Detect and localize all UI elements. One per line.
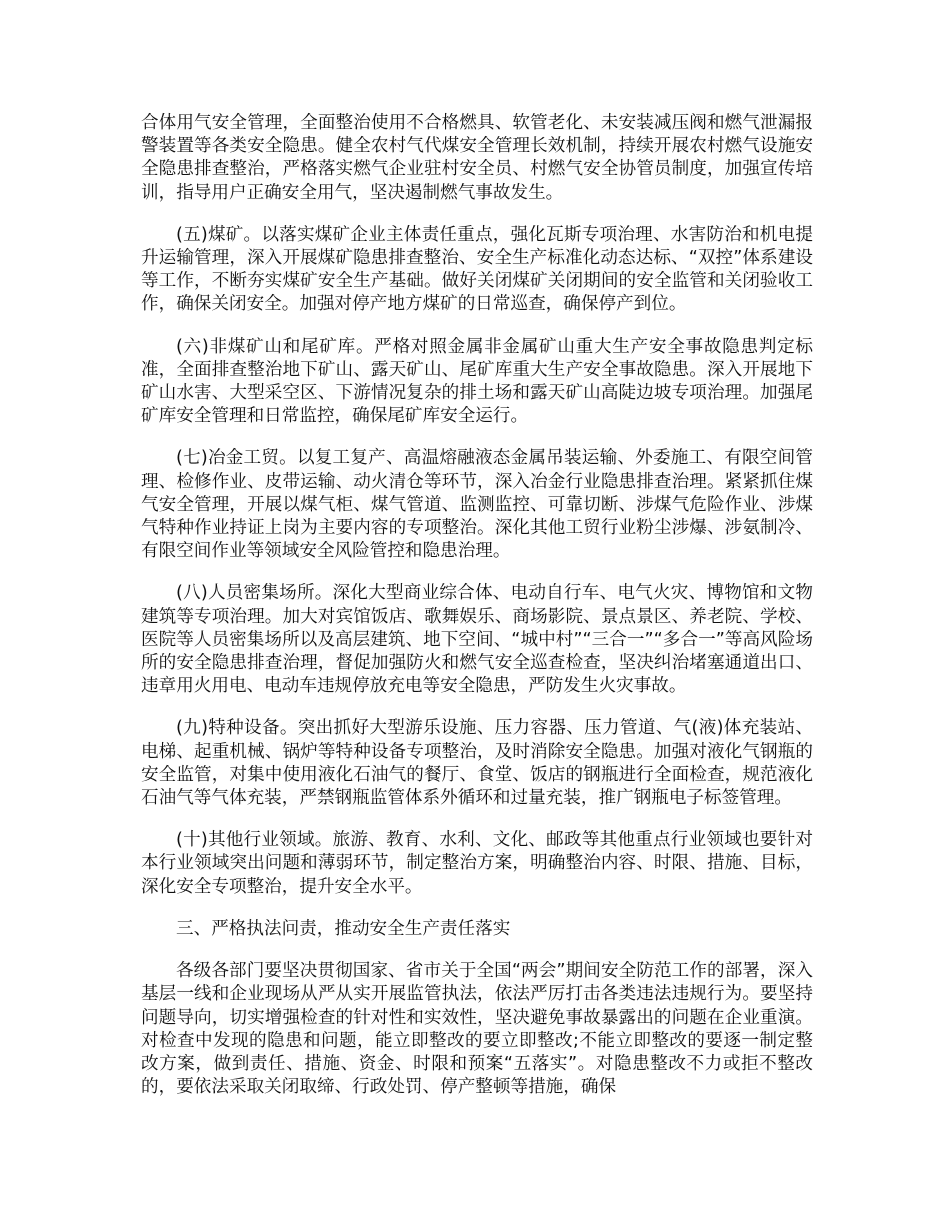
- paragraph-coal-mine: (五)煤矿。以落实煤矿企业主体责任重点，强化瓦斯专项治理、水害防治和机电提升运输管理，深入开展煤矿隐患排查整治、安全生产标准化动态达标、“双控”体系建设等工作，不断夯实煤矿安全生产基础。做好关闭煤矿关闭期间的安全监管和关闭验收工作，确保关闭安全。加强对停产地方煤矿的日常巡查，确保停产到位。: [141, 224, 813, 315]
- paragraph-special-equipment: (九)特种设备。突出抓好大型游乐设施、压力容器、压力管道、气(液)体充装站、电梯、起重机械、锅炉等特种设备专项整治，及时消除安全隐患。加强对液化气钢瓶的安全监管，对集中使用液化石油气的餐厅、食堂、饭店的钢瓶进行全面检查，规范液化石油气等气体充装，严禁钢瓶监管体系外循环和过量充装，推广钢瓶电子标签管理。: [141, 718, 813, 809]
- section-heading: 三、严格执法问责，推动安全生产责任落实: [176, 918, 511, 939]
- paragraph-non-coal-mine: (六)非煤矿山和尾矿库。严格对照金属非金属矿山重大生产安全事故隐患判定标准，全面排查整治地下矿山、露天矿山、尾矿库重大生产安全事故隐患。深入开展地下矿山水害、大型采空区、下游情况复杂的排土场和露天矿山高陡边坡专项治理。加强尾矿库安全管理和日常监控，确保尾矿库安全运行。: [141, 336, 813, 427]
- paragraph-enforcement: 各级各部门要坚决贯彻国家、省市关于全国“两会”期间安全防范工作的部署，深入基层一线和企业现场从严从实开展监管执法，依法严厉打击各类违法违规行为。要坚持问题导向，切实增强检查的针对性和实效性，坚决避免事故暴露出的问题在企业重演。对检查中发现的隐患和问题，能立即整改的要立即整改;不能立即整改的要逐一制定整改方案，做到责任、措施、资金、时限和预案“五落实”。对隐患整改不力或拒不整改的，要依法采取关闭取缔、行政处罚、停产整顿等措施，确保: [141, 961, 813, 1098]
- paragraph-gas-safety: 合体用气安全管理，全面整治使用不合格燃具、软管老化、未安装减压阀和燃气泄漏报警装置等各类安全隐患。健全农村气代煤安全管理长效机制，持续开展农村燃气设施安全隐患排查整治，严格落实燃气企业驻村安全员、村燃气安全协管员制度，加强宣传培训，指导用户正确安全用气，坚决遏制燃气事故发生。: [141, 113, 813, 203]
- paragraph-crowded-places: (八)人员密集场所。深化大型商业综合体、电动自行车、电气火灾、博物馆和文物建筑等专项治理。加大对宾馆饭店、歌舞娱乐、商场影院、景点景区、养老院、学校、医院等人员密集场所以及高层建筑、地下空间、“城中村”“三合一”“多合一”等高风险场所的安全隐患排查治理，督促加强防火和燃气安全巡查检查，坚决纠治堵塞通道出口、违章用火用电、电动车违规停放充电等安全隐患，严防发生火灾事故。: [141, 583, 813, 697]
- paragraph-metallurgy: (七)冶金工贸。以复工复产、高温熔融液态金属吊装运输、外委施工、有限空间管理、检修作业、皮带运输、动火清仓等环节，深入冶金行业隐患排查治理。紧紧抓住煤气安全管理，开展以煤气柜、煤气管道、监测监控、可靠切断、涉煤气危险作业、涉煤气特种作业持证上岗为主要内容的专项整治。深化其他工贸行业粉尘涉爆、涉氨制冷、有限空间作业等领域安全风险管控和隐患治理。: [141, 448, 813, 562]
- paragraph-other-industries: (十)其他行业领域。旅游、教育、水利、文化、邮政等其他重点行业领域也要针对本行业领域突出问题和薄弱环节，制定整治方案，明确整治内容、时限、措施、目标，深化安全专项整治，提升安全水平。: [141, 830, 813, 897]
- document-page: [141, 112, 813, 1118]
